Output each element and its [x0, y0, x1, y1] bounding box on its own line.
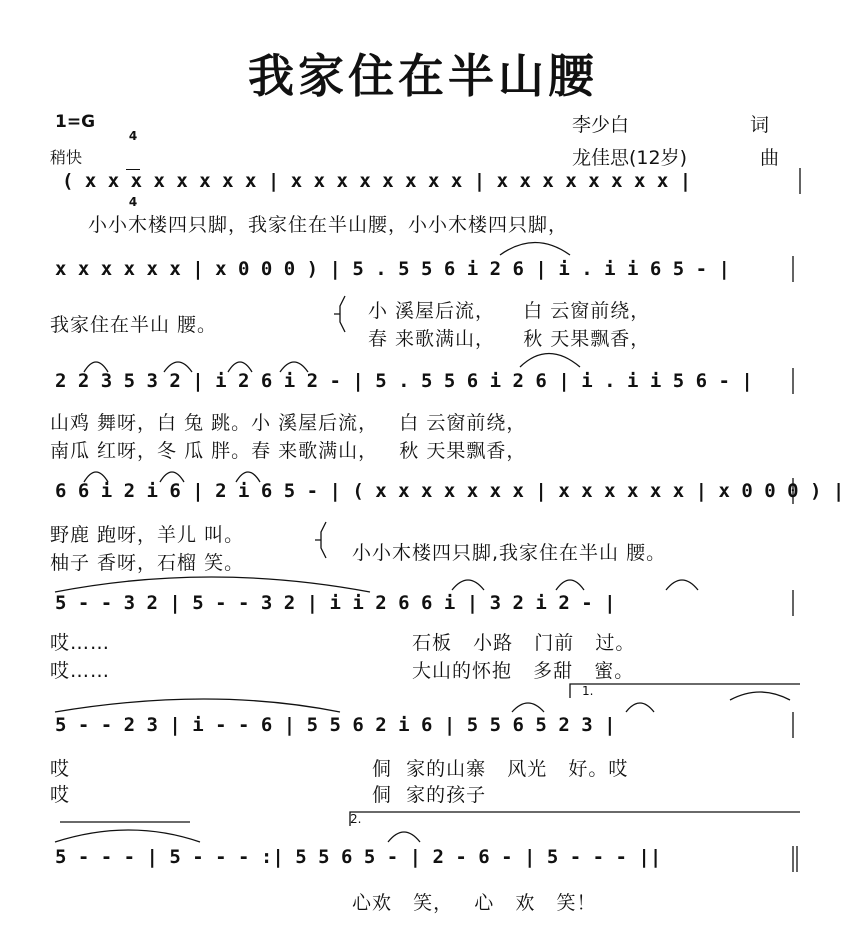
notation-line-3: 2 2 3 5 3 2 | i 2 6 i 2 - | 5 . 5 5 6 i 2 6 | i . i i 5 6 - |	[55, 370, 753, 392]
slur	[730, 692, 790, 700]
final-barline	[793, 846, 797, 872]
slur	[556, 580, 584, 590]
lyric-line-2-a: 我家住在半山 腰。	[50, 314, 218, 336]
lyric-line-5-b: 哎……	[50, 660, 111, 682]
lyric-line-6-d: 侗 家的孩子	[372, 784, 487, 806]
lyric-line-2-c: 春 来歌满山， 秋 天果飘香，	[368, 328, 651, 350]
slur	[84, 362, 108, 372]
lyric-line-1: 小小木楼四只脚，我家住在半山腰，小小木楼四只脚，	[88, 214, 569, 236]
time-signature-bottom: 4	[128, 195, 138, 209]
lyric-line-6-c: 侗 家的山寨 风光 好。哎	[372, 758, 629, 780]
slur	[55, 577, 370, 592]
slur	[388, 832, 420, 842]
notation-line-6: 5 - - 2 3 | i - - 6 | 5 5 6 2 i 6 | 5 5 6 5 2 3 |	[55, 714, 616, 736]
volta-1-bracket	[570, 684, 800, 698]
slur	[55, 830, 200, 842]
slur	[520, 354, 580, 368]
notation-line-2: x x x x x x | x 0 0 0 ) | 5 . 5 5 6 i 2 6 | i . i i 6 5 - |	[55, 258, 730, 280]
volta-2-bracket	[350, 812, 800, 826]
volta-2-label: 2.	[350, 812, 362, 826]
brace	[315, 522, 326, 558]
lyric-line-4-c: 小小木楼四只脚,我家住在半山 腰。	[352, 542, 667, 564]
lyricist-role: 词	[750, 114, 770, 136]
lyric-line-5-c: 石板 小路 门前 过。	[412, 632, 636, 654]
key-signature: 1=G	[55, 112, 96, 132]
slur	[228, 362, 252, 372]
lyric-line-3-a: 山鸡 舞呀，白 兔 跳。小 溪屋后流， 白 云窗前绕，	[50, 412, 527, 434]
slur	[452, 580, 484, 590]
notation-line-4: 6 6 i 2 i 6 | 2 i 6 5 - | ( x x x x x x x | x x x x x x | x 0 0 0 ) |	[55, 480, 845, 502]
lyric-line-4-b: 柚子 香呀，石榴 笑。	[50, 552, 245, 574]
lyric-line-3-b: 南瓜 红呀，冬 瓜 胖。春 来歌满山， 秋 天果飘香，	[50, 440, 527, 462]
lyric-line-4-a: 野鹿 跑呀，羊儿 叫。	[50, 524, 245, 546]
slur	[55, 699, 340, 712]
slur	[236, 472, 260, 482]
slur	[512, 703, 544, 712]
lyric-line-5-a: 哎……	[50, 632, 111, 654]
notation-line-1: ( x x x x x x x x | x x x x x x x x | x x x x x x x x |	[62, 170, 692, 192]
slur	[280, 362, 308, 372]
slur	[626, 703, 654, 712]
slur	[160, 472, 184, 482]
lyricist-name: 李少白	[572, 114, 630, 136]
slur	[84, 472, 108, 482]
composer-name: 龙佳思(12岁)	[572, 147, 688, 169]
slur	[666, 580, 698, 590]
slur	[500, 243, 570, 256]
tempo-marking: 稍快	[50, 148, 83, 167]
composer-role: 曲	[760, 147, 780, 169]
lyric-line-2-b: 小 溪屋后流， 白 云窗前绕，	[368, 300, 651, 322]
lyric-line-5-d: 大山的怀抱 多甜 蜜。	[412, 660, 635, 682]
song-title: 我家住在半山腰	[248, 49, 598, 103]
notation-line-5: 5 - - 3 2 | 5 - - 3 2 | i i 2 6 6 i | 3 2 i 2 - |	[55, 592, 616, 614]
time-signature-top: 4	[128, 129, 138, 143]
lyric-line-6-a: 哎	[50, 758, 71, 780]
brace	[334, 296, 345, 332]
volta-1-label: 1.	[582, 684, 594, 698]
lyric-line-7: 心欢 笑， 心 欢 笑！	[352, 892, 597, 914]
slur	[164, 362, 192, 372]
lyric-line-6-b: 哎	[50, 784, 71, 806]
notation-line-7: 5 - - - | 5 - - - :| 5 5 6 5 - | 2 - 6 - | 5 - - - ||	[55, 846, 662, 868]
